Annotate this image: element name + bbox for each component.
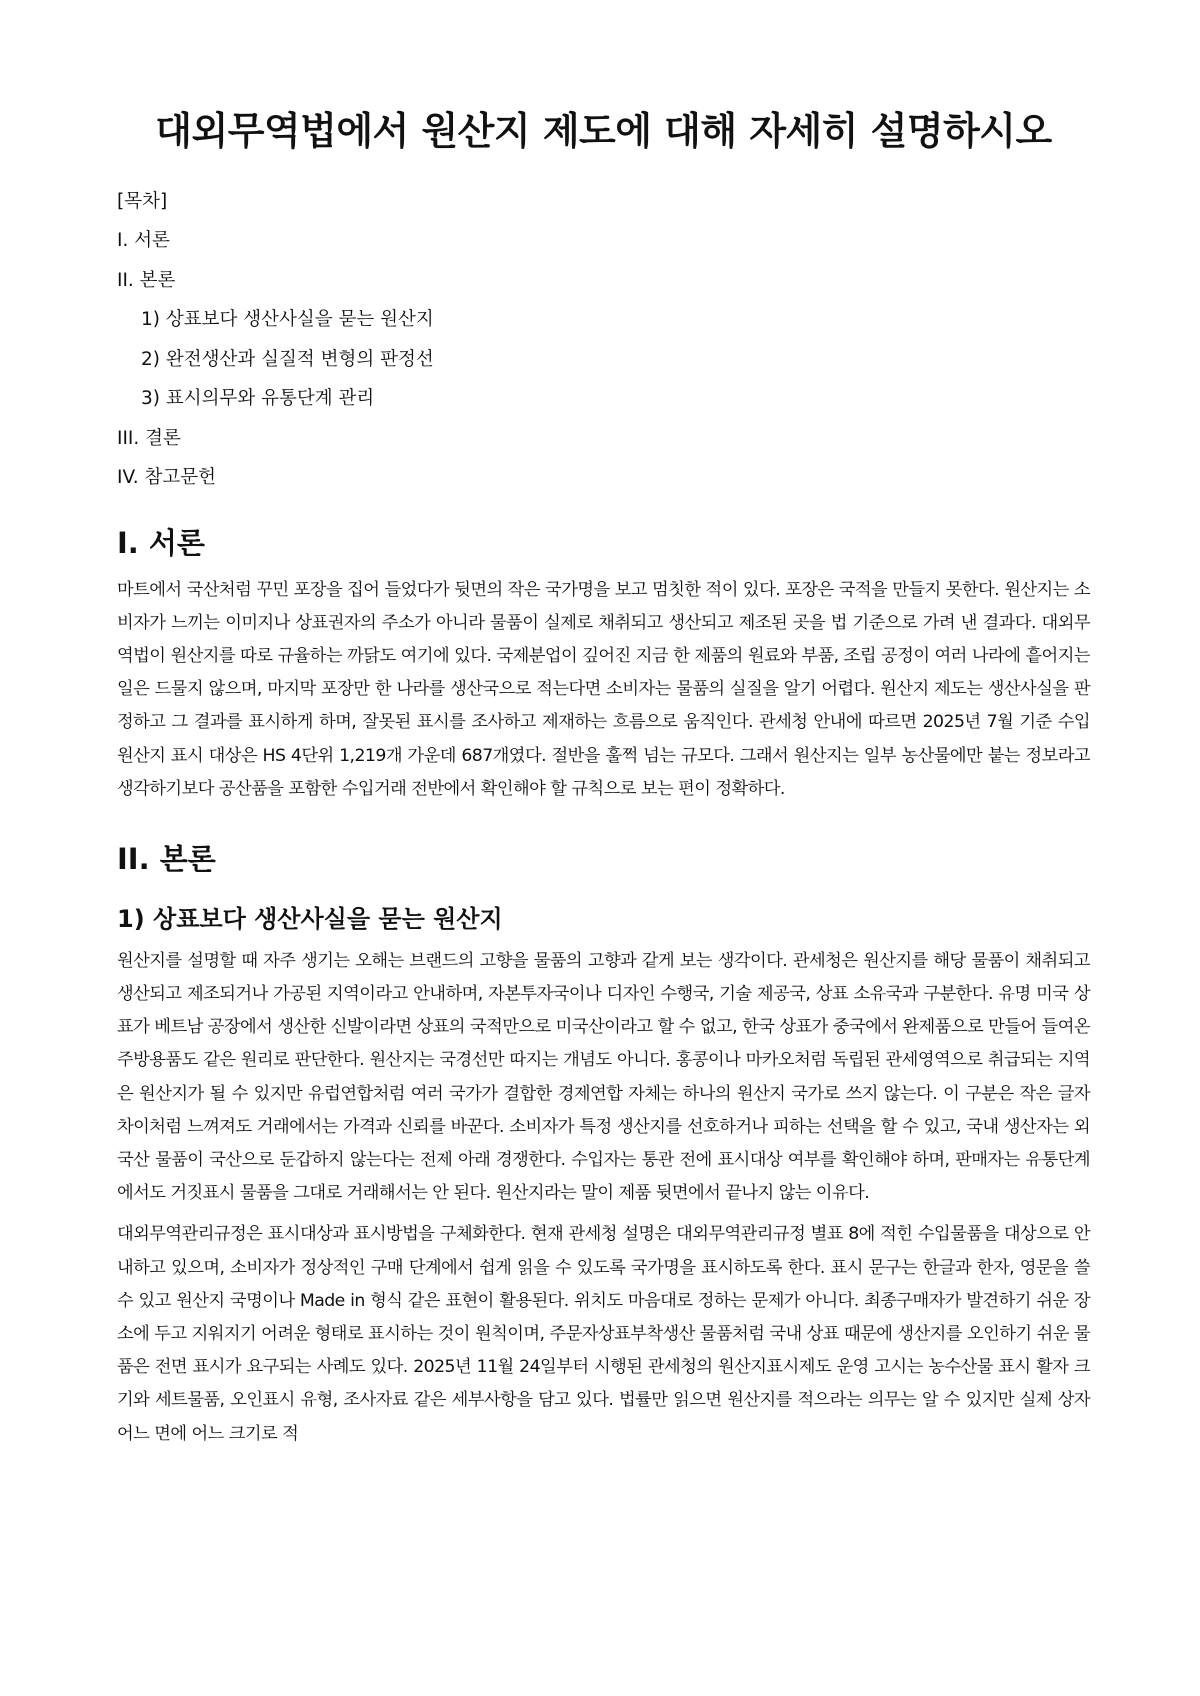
- body-section-title: II. 본론: [117, 841, 216, 876]
- subsection-1-title: 1) 상표보다 생산사실을 묻는 원산지: [117, 905, 503, 934]
- toc-item-body-sub1: 1) 상표보다 생산사실을 묻는 원산지: [141, 309, 434, 330]
- subsection-1-paragraph-1: 원산지를 설명할 때 자주 생기는 오해는 브랜드의 고향을 물품의 고향과 같게 보는 생각이다. 관세청은 원산지를 해당 물품이 채취되고 생산되고 제조되거나 가공된 지역이라고 안내하며, 자본투자국이나 디자인 수행국, 기술 제공국, 상표 소유국과 구분한다. 유명 미국 상표가 베트남 공장에서 생산한 신발이라면 상표의 국적만으로 미국산이라고 할 수 없고, 한국 상표가 중국에서 완제품으로 만들어 들여온 주방용품도 같은 원리로 판단한다. 원산지는 국경선만 따지는 개념도 아니다. 홍콩이나 마카오처럼 독립된 관세영역으로 취급되는 지역은 원산지가 될 수 있지만 유럽연합처럼 여러 국가가 결합한 경제연합 자체는 하나의 원산지 국가로 쓰지 않는다. 이 구분은 작은 글자 차이처럼 느껴져도 거래에서는 가격과 신뢰를 바꾼다. 소비자가 특정 생산지를 선호하거나 피하는 선택을 할 수 있고, 국내 생산자는 외국산 물품이 국산으로 둔갑하지 않는다는 전제 아래 경쟁한다. 수입자는 통관 전에 표시대상 여부를 확인해야 하며, 판매자는 유통단계에서도 거짓표시 물품을 그대로 거래해서는 안 된다. 원산지라는 말이 제품 뒷면에서 끝나지 않는 이유다.: [117, 950, 1090, 1204]
- toc-heading: [목차]: [117, 190, 168, 212]
- toc-item-conclusion: III. 결론: [117, 427, 181, 449]
- toc-item-body-sub2: 2) 완전생산과 실질적 변형의 판정선: [141, 348, 434, 370]
- intro-section-title: I. 서론: [117, 525, 205, 560]
- subsection-1-paragraph-2: 대외무역관리규정은 표시대상과 표시방법을 구체화한다. 현재 관세청 설명은 대외무역관리규정 별표 8에 적힌 수입물품을 대상으로 안내하고 있으며, 소비자가 정상적인 구매 단계에서 쉽게 읽을 수 있도록 국가명을 표시하도록 한다. 표시 문구는 한글과 한자, 영문을 쓸 수 있고 원산지 국명이나 Made in 형식 같은 표현이 활용된다. 위치도 마음대로 정하는 문제가 아니다. 최종구매자가 발견하기 쉬운 장소에 두고 지워지기 어려운 형태로 표시하는 것이 원칙이며, 주문자상표부착생산 물품처럼 국내 상표 때문에 생산지를 오인하기 쉬운 물품은 전면 표시가 요구되는 사례도 있다. 2025년 11월 24일부터 시행된 관세청의 원산지표시제도 운영 고시는 농수산물 표시 활자 크기와 세트물품, 오인표시 유형, 조사자료 같은 세부사항을 담고 있다. 법률만 읽으면 원산지를 적으라는 의무는 알 수 있지만 실제 상자 어느 면에 어느 크기로 적: [117, 1224, 1090, 1444]
- toc-item-references: IV. 참고문헌: [117, 467, 216, 488]
- table-of-contents: [117, 182, 1090, 498]
- intro-paragraph: 마트에서 국산처럼 꾸민 포장을 집어 들었다가 뒷면의 작은 국가명을 보고 멈칫한 적이 있다. 포장은 국적을 만들지 못한다. 원산지는 소비자가 느끼는 이미지나 상표권자의 주소가 아니라 물품이 실제로 채취되고 생산되고 제조된 곳을 법 기준으로 가려 낸 결과다. 대외무역법이 원산지를 따로 규율하는 까닭도 여기에 있다. 국제분업이 깊어진 지금 한 제품의 원료와 부품, 조립 공정이 여러 나라에 흩어지는 일은 드물지 않으며, 마지막 포장만 한 나라를 생산국으로 적는다면 소비자는 물품의 실질을 알기 어렵다. 원산지 제도는 생산사실을 판정하고 그 결과를 표시하게 하며, 잘못된 표시를 조사하고 제재하는 흐름으로 움직인다. 관세청 안내에 따르면 2025년 7월 기준 수입 원산지 표시 대상은 HS 4단위 1,219개 가운데 687개였다. 절반을 훌쩍 넘는 규모다. 그래서 원산지는 일부 농산물에만 붙는 정보라고 생각하기보다 공산품을 포함한 수입거래 전반에서 확인해야 할 규칙으로 보는 편이 정확하다.: [117, 579, 1090, 799]
- toc-item-body: II. 본론: [117, 269, 176, 291]
- document-title: 대외무역법에서 원산지 제도에 대해 자세히 설명하시오: [155, 109, 1052, 153]
- toc-item-intro: I. 서론: [117, 230, 170, 251]
- toc-item-body-sub3: 3) 표시의무와 유통단계 관리: [141, 388, 375, 409]
